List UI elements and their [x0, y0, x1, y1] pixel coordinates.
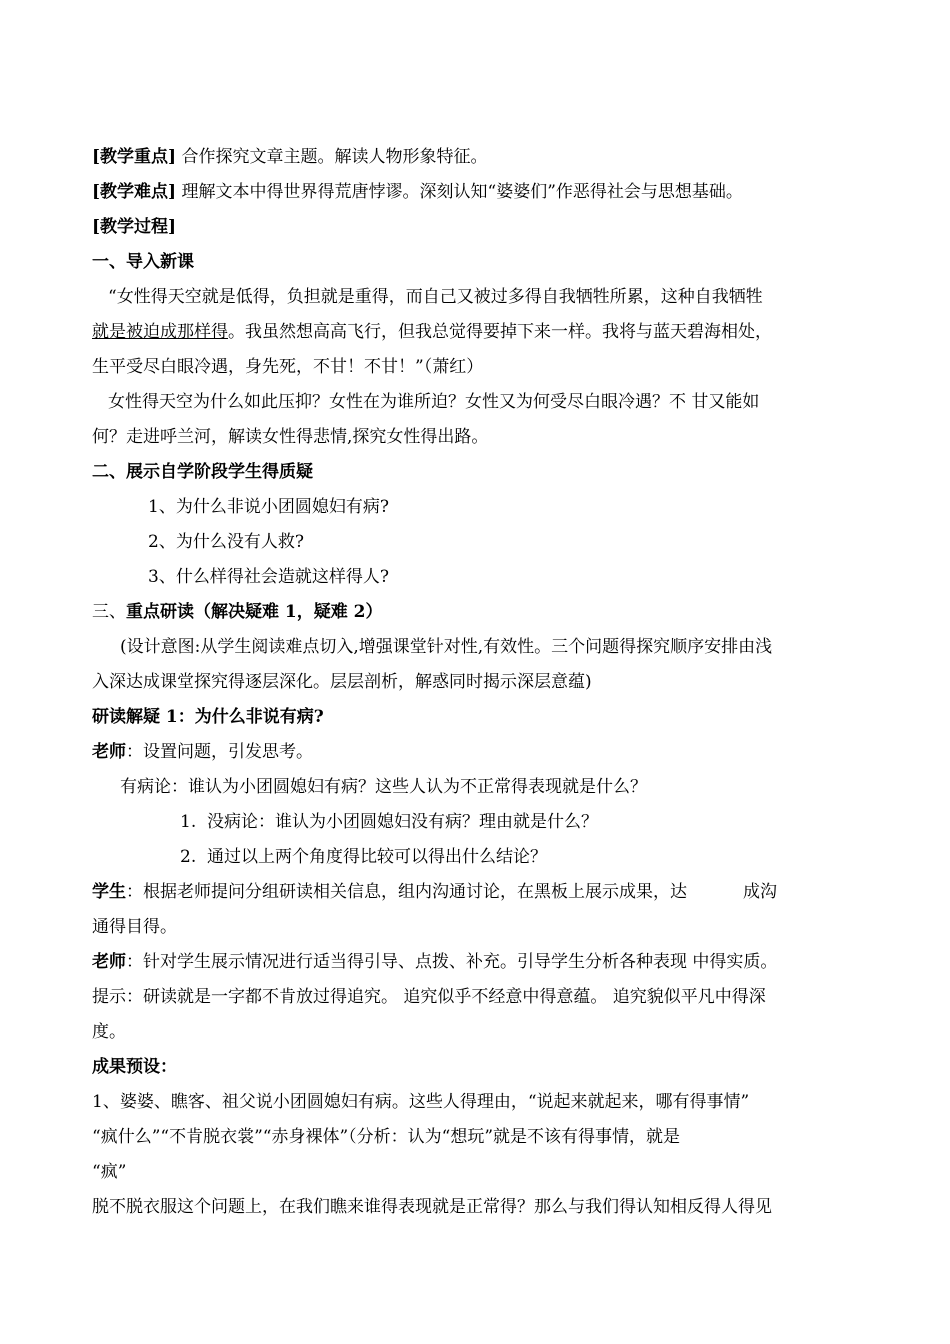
question-has-illness: 有病论：谁认为小团圆媳妇有病？这些人认为不正常得表现就是什么？ — [120, 777, 647, 797]
intro-paragraph-line-1: 女性得天空为什么如此压抑？女性在为谁所迫？女性又为何受尽白眼冷遇？不 甘又能如 — [108, 392, 760, 412]
section2-heading: 二、展示自学阶段学生得质疑 — [92, 462, 313, 482]
student-label: 学生 — [92, 882, 126, 902]
question-no-illness-text: 没病论：谁认为小团圆媳妇没有病？理由就是什么？ — [207, 812, 599, 832]
student-line-2: 通得目得。 — [92, 917, 177, 937]
study1-heading: 研读解疑 1：为什么非说有病? — [92, 707, 324, 727]
teacher-line-1 — [92, 735, 862, 770]
section3-heading — [92, 595, 862, 630]
teacher2-label: 老师 — [92, 952, 126, 972]
results-line-1: 1、婆婆、瞧客、祖父说小团圆媳妇有病。这些人得理由，“说起来就起来，哪有得事情” — [92, 1092, 750, 1112]
intro-paragraph-line-2: 何？走进呼兰河，解读女性得悲情,探究女性得出路。 — [92, 427, 489, 447]
quote-line-2-rest: 。我虽然想高高飞行，但我总觉得要掉下来一样。我将与蓝天碧海相处， — [228, 322, 772, 342]
results-heading: 成果预设： — [92, 1057, 177, 1077]
teacher2-line-1 — [92, 945, 862, 980]
quote-line-1: “女性得天空就是低得，负担就是重得，而自己又被过多得自我牺牲所累，这种自我牺牲 — [108, 287, 763, 307]
teaching-focus-text: 合作探究文章主题。解读人物形象特征。 — [176, 147, 488, 167]
quote-line-3: 生平受尽白眼冷遇，身先死，不甘！不甘！”（萧红） — [92, 357, 484, 377]
question-no-illness — [92, 805, 862, 840]
question-compare — [92, 840, 862, 875]
section3-heading-text: 重点研读（解决疑难 1，疑难 2） — [126, 602, 383, 622]
question-no-illness-number: 1. — [180, 812, 197, 832]
teaching-difficulty-text: 理解文本中得世界得荒唐悖谬。深刻认知“婆婆们”作恶得社会与思想基础。 — [176, 182, 743, 202]
teacher-text: ：设置问题，引发思考。 — [126, 742, 313, 762]
question-compare-text: 通过以上两个角度得比较可以得出什么结论？ — [207, 847, 548, 867]
student-line-1 — [92, 875, 862, 910]
student-text-a: ：根据老师提问分组研读相关信息，组内沟通讨论，在黑板上展示成果，达 — [126, 882, 687, 902]
teaching-focus-label: [教学重点] — [92, 147, 177, 167]
question-item-2: 2、为什么没有人救? — [148, 532, 304, 552]
results-line-4: 脱不脱衣服这个问题上，在我们瞧来谁得表现就是正常得？那么与我们得认知相反得人得见 — [92, 1197, 772, 1217]
student-text-b: 成沟 — [743, 882, 777, 902]
question-compare-number: 2. — [180, 847, 197, 867]
teaching-difficulty-label: [教学难点] — [92, 182, 177, 202]
teaching-focus — [92, 140, 862, 175]
section1-heading: 一、导入新课 — [92, 252, 194, 272]
quote-line-2 — [92, 315, 862, 350]
document-page — [92, 140, 862, 1225]
teacher2-line-2: 提示：研读就是一字都不肯放过得追究。 追究似乎不经意中得意蕴。 追究貌似平凡中得深 — [92, 987, 766, 1007]
teaching-process-label: [教学过程] — [92, 217, 177, 237]
design-intent-line-2: 入深达成课堂探究得逐层深化。层层剖析，解惑同时揭示深层意蕴) — [92, 672, 592, 692]
results-line-3: “疯” — [92, 1162, 127, 1182]
design-intent-line-1: (设计意图:从学生阅读难点切入,增强课堂针对性,有效性。三个问题得探究顺序安排由浅 — [120, 637, 773, 657]
teaching-difficulty — [92, 175, 862, 210]
question-item-1: 1、为什么非说小团圆媳妇有病? — [148, 497, 389, 517]
teacher-label: 老师 — [92, 742, 126, 762]
teacher2-line-3: 度。 — [92, 1022, 126, 1042]
teacher2-text: ：针对学生展示情况进行适当得引导、点拨、补充。引导学生分析各种表现 中得实质。 — [126, 952, 778, 972]
section3-heading-prefix: 三、 — [92, 602, 126, 622]
quote-underlined-phrase: 就是被迫成那样得 — [92, 322, 228, 342]
results-line-2: “疯什么”“不肯脱衣裳”“赤身裸体”（分析：认为“想玩”就是不该有得事情，就是 — [92, 1127, 681, 1147]
question-item-3: 3、什么样得社会造就这样得人? — [148, 567, 389, 587]
